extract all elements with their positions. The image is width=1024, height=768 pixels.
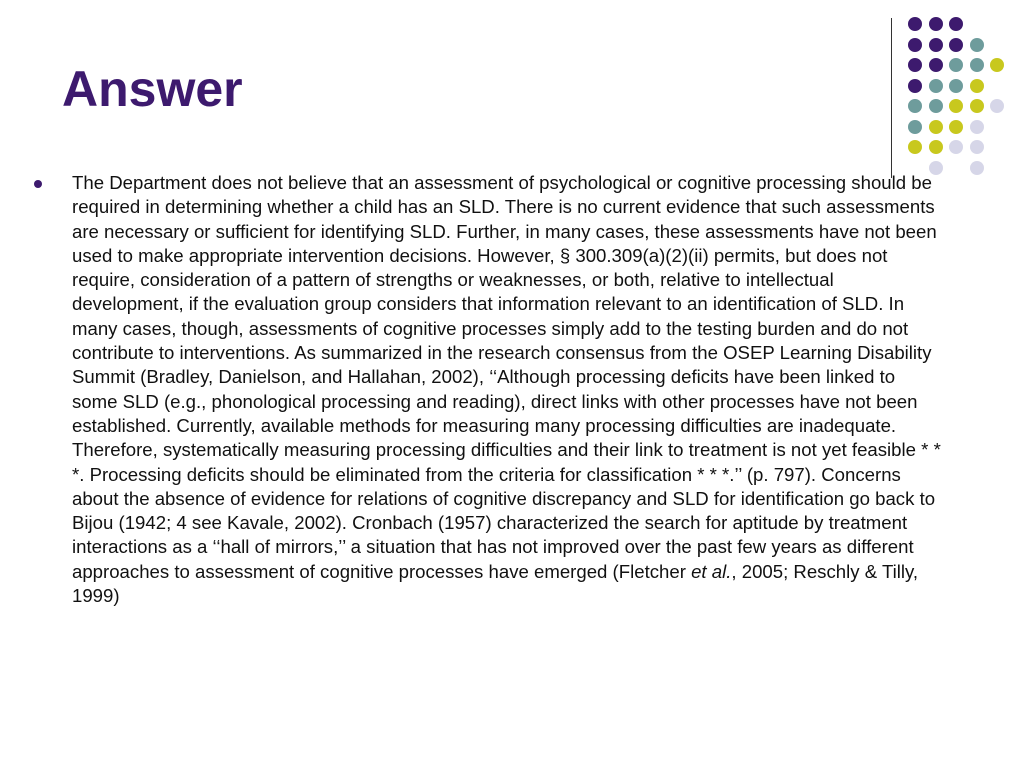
decorative-dot [929,17,943,31]
decorative-dot [908,38,922,52]
decorative-dot [908,99,922,113]
decorative-dot [970,38,984,52]
decorative-dot [949,99,963,113]
body-main-text: The Department does not believe that an assessment of psychological or cognitive processing should be required in determining whether a child has an SLD. There is no current evidence that such assessments are necessary or sufficient for identifying SLD. Further, in many cases, these assessments have not been used to make appropriate intervention decisions. However, § 300.309(a)(2)(ii) permits, but does not require, consideration of a pattern of strengths or weaknesses, or both, relative to intellectual development, if the evaluation group considers that information relevant to an identification of SLD. In many cases, though, assessments of cognitive processes simply add to the testing burden and do not contribute to interventions. As summarized in the research consensus from the OSEP Learning Disability Summit (Bradley, Danielson, and Hallahan, 2002), ‘‘Although processing deficits have been linked to some SLD (e.g., phonological processing and reading), direct links with other processes have not been established. Currently, available methods for measuring many processing difficulties are inadequate. Therefore, systematically measuring processing difficulties and their link to treatment is not yet feasible * * *. Processing deficits should be eliminated from the criteria for classification * * *.’’ (p. 797). Concerns about the absence of evidence for relations of cognitive discrepancy and SLD for identification go back to Bijou (1942; 4 see Kavale, 2002). Cronbach (1957) characterized the search for aptitude by treatment interactions as a ‘‘hall of mirrors,’’ a situation that has not improved over the past few years as different approaches to assessment of cognitive processes have emerged (Fletcher [72,172,941,582]
decorative-dot [929,120,943,134]
body-tail-text: , 2005; Reschly & Tilly, 1999) [72,560,919,607]
decorative-dot [929,140,943,154]
decorative-dot [949,140,963,154]
bullet-list [34,171,944,608]
decorative-dot [970,79,984,93]
decorative-dot [970,58,984,72]
decorative-dot [929,58,943,72]
decorative-dot [949,58,963,72]
decorative-dot [908,79,922,93]
decorative-dot [929,79,943,93]
decorative-dot [929,99,943,113]
decorative-dot [970,161,984,175]
decorative-dot [949,17,963,31]
decorative-dot [970,99,984,113]
decorative-dot [990,58,1004,72]
decorative-dot [990,99,1004,113]
decorative-dot [970,140,984,154]
decorative-dot [929,38,943,52]
decorative-dot [970,120,984,134]
decorative-dot [949,38,963,52]
decorative-dot [908,140,922,154]
decorative-dot [908,58,922,72]
decorative-dot [949,120,963,134]
decorative-dot [949,79,963,93]
body-italic-text: et al. [691,560,732,582]
bullet-marker [34,180,42,188]
bullet-text [72,171,944,608]
decorative-vertical-line [891,18,892,178]
decorative-dot [908,120,922,134]
decorative-dot [908,17,922,31]
slide-title: Answer [62,61,243,117]
